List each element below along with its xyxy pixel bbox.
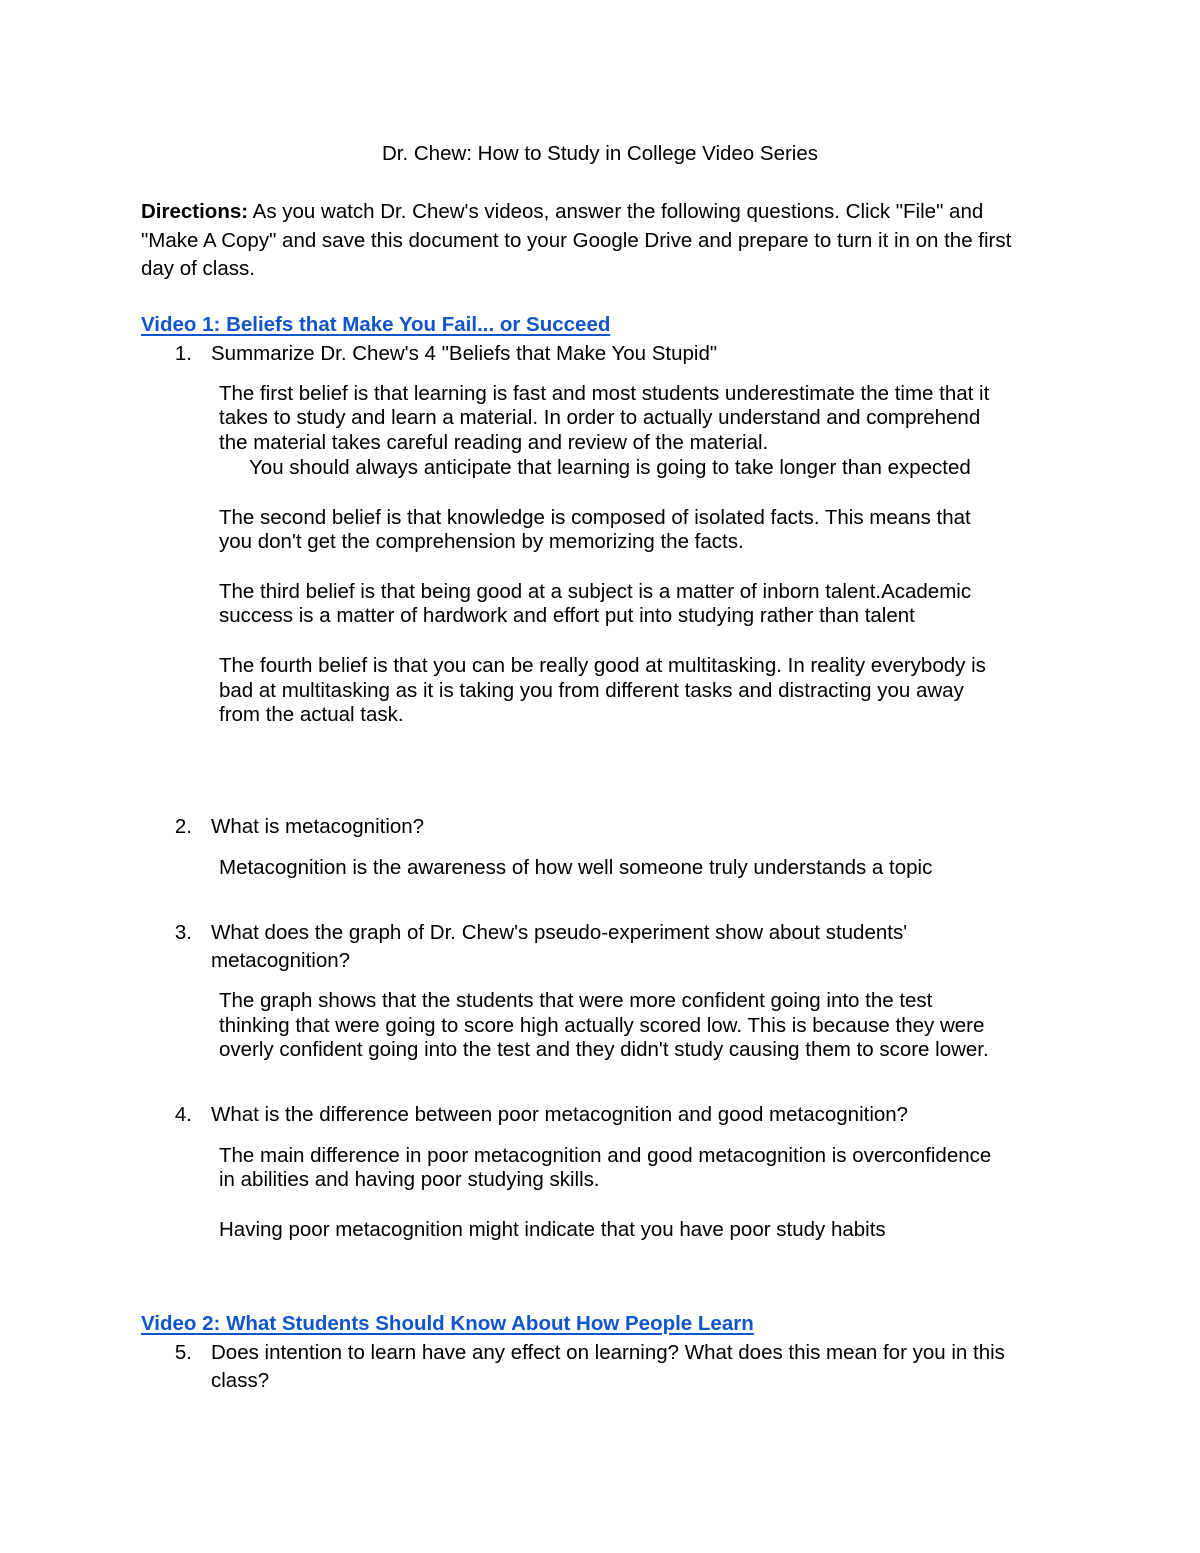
answer-4-line: in abilities and having poor studying skills. bbox=[219, 1168, 600, 1191]
answer-1-line: The second belief is that knowledge is composed of isolated facts. This means that bbox=[219, 506, 971, 529]
question-1-number: 1. bbox=[174, 342, 192, 365]
question-3-text: metacognition? bbox=[211, 949, 351, 972]
answer-1-line: you don't get the comprehension by memorizing the facts. bbox=[219, 530, 744, 553]
directions-line-1 bbox=[141, 200, 983, 224]
question-3-text: What does the graph of Dr. Chew's pseudo-experiment show about students' bbox=[211, 921, 908, 944]
answer-3-line: The graph shows that the students that were more confident going into the test bbox=[219, 989, 933, 1012]
answer-1-line: takes to study and learn a material. In order to actually understand and comprehend bbox=[219, 406, 981, 429]
question-5-text: class? bbox=[211, 1369, 270, 1392]
answer-1-line: The first belief is that learning is fast and most students underestimate the time that it bbox=[219, 382, 990, 405]
question-2-text: What is metacognition? bbox=[211, 815, 425, 838]
question-1-text: Summarize Dr. Chew's 4 "Beliefs that Make You Stupid" bbox=[211, 342, 718, 365]
answer-1-line: You should always anticipate that learning is going to take longer than expected bbox=[249, 456, 971, 479]
question-4-text: What is the difference between poor metacognition and good metacognition? bbox=[211, 1103, 909, 1126]
answer-2-line: Metacognition is the awareness of how well someone truly understands a topic bbox=[219, 856, 933, 879]
directions-line-2: "Make A Copy" and save this document to your Google Drive and prepare to turn it in on the first bbox=[141, 229, 1012, 252]
answer-1-line: success is a matter of hardwork and effort put into studying rather than talent bbox=[219, 604, 915, 627]
question-4-number: 4. bbox=[174, 1103, 192, 1126]
video-1-link[interactable]: Video 1: Beliefs that Make You Fail... or Succeed bbox=[141, 313, 611, 336]
answer-1-line: The third belief is that being good at a subject is a matter of inborn talent.Academic bbox=[219, 580, 972, 603]
answer-1-line: from the actual task. bbox=[219, 703, 404, 726]
answer-1-line: The fourth belief is that you can be really good at multitasking. In reality everybody is bbox=[219, 654, 986, 677]
answer-4-line: Having poor metacognition might indicate that you have poor study habits bbox=[219, 1218, 886, 1241]
directions-text-1: As you watch Dr. Chew's videos, answer the following questions. Click "File" and bbox=[248, 200, 984, 223]
question-2-number: 2. bbox=[174, 815, 192, 838]
directions-line-3: day of class. bbox=[141, 257, 255, 280]
question-5-text: Does intention to learn have any effect on learning? What does this mean for you in this bbox=[211, 1341, 1005, 1364]
answer-1-line: bad at multitasking as it is taking you from different tasks and distracting you away bbox=[219, 679, 964, 702]
directions-label: Directions: bbox=[141, 200, 249, 223]
answer-4-line: The main difference in poor metacognition and good metacognition is overconfidence bbox=[219, 1144, 992, 1167]
question-5-number: 5. bbox=[174, 1341, 192, 1364]
answer-3-line: overly confident going into the test and they didn't study causing them to score lower. bbox=[219, 1038, 989, 1061]
question-3-number: 3. bbox=[174, 921, 192, 944]
answer-1-line: the material takes careful reading and review of the material. bbox=[219, 431, 769, 454]
video-2-link[interactable]: Video 2: What Students Should Know About How People Learn bbox=[141, 1312, 754, 1335]
document-title: Dr. Chew: How to Study in College Video Series bbox=[381, 142, 819, 165]
answer-3-line: thinking that were going to score high actually scored low. This is because they were bbox=[219, 1014, 985, 1037]
